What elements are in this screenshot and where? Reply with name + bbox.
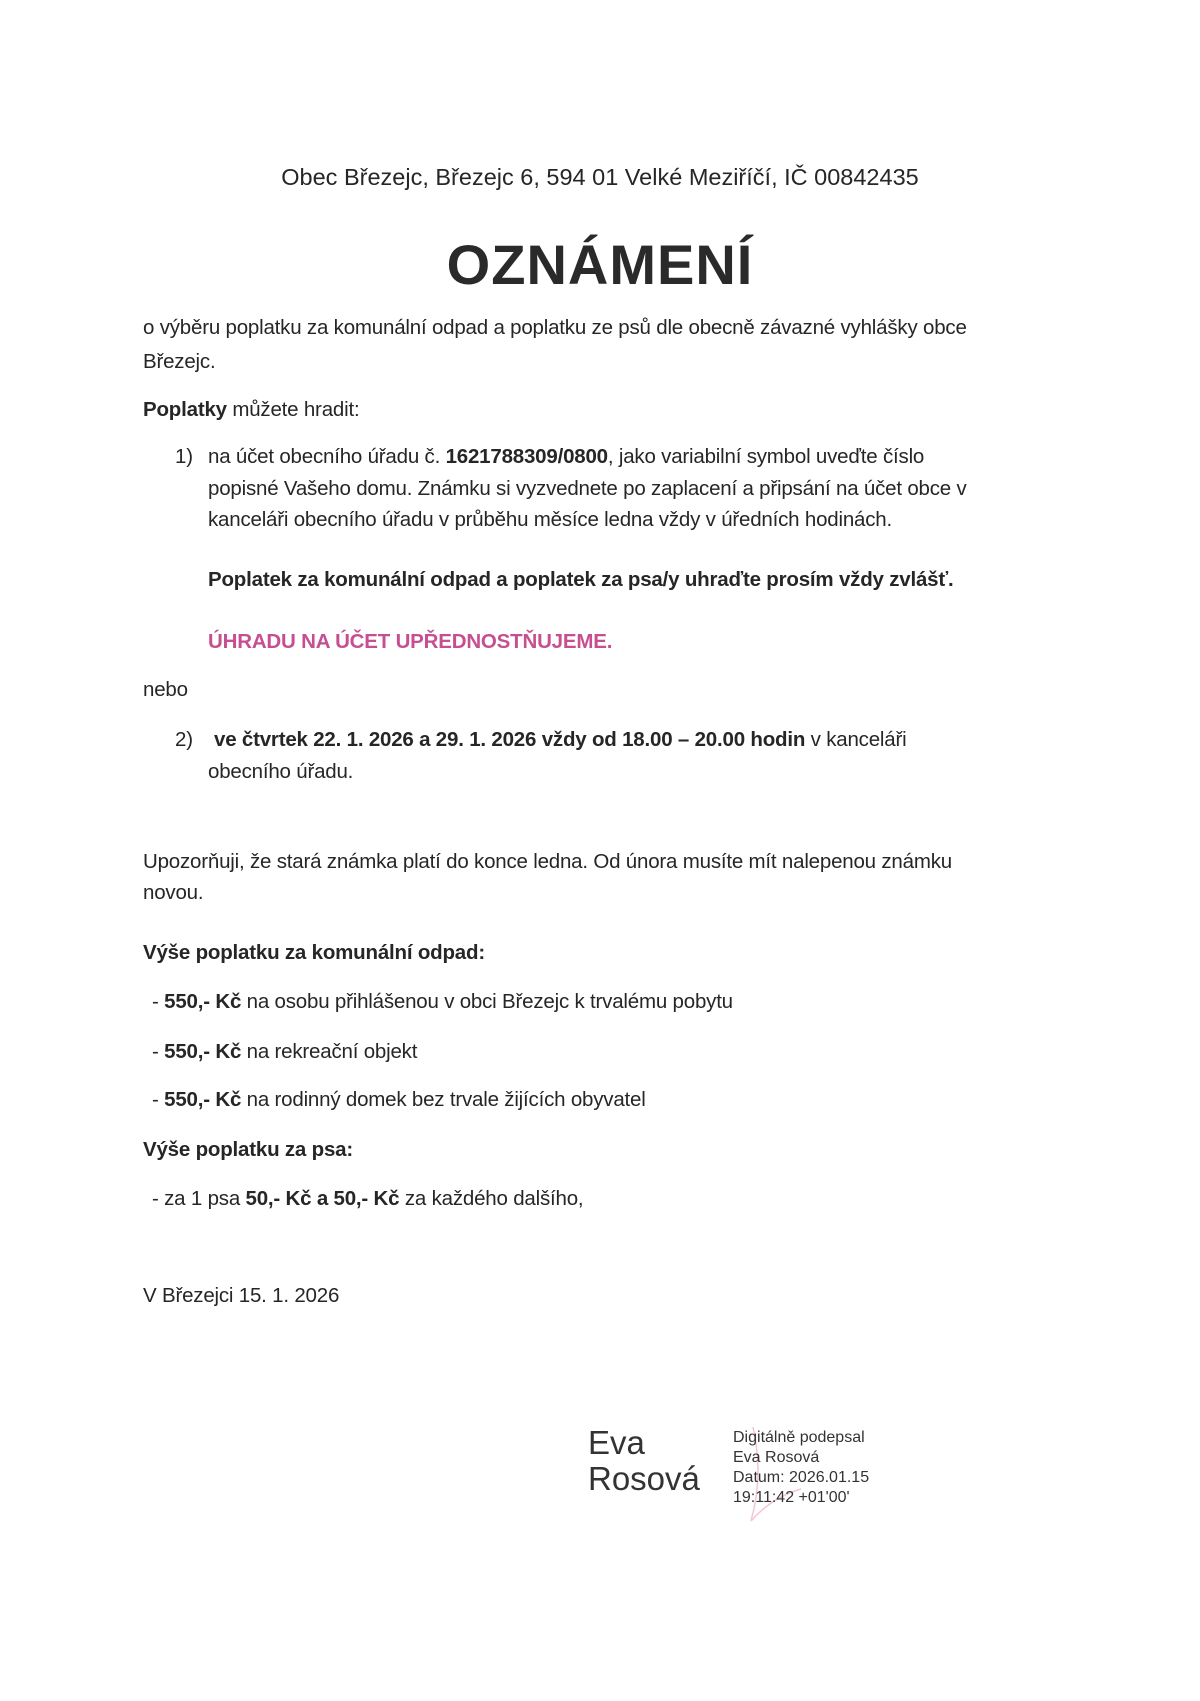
- signature-name-line-2: Rosová: [588, 1460, 700, 1497]
- fee-amount: 550,- Kč: [164, 990, 242, 1013]
- option-1-line-3: kanceláři obecního úřadu v průběhu měsíce ledna vždy v úředních hodinách.: [208, 508, 892, 531]
- signature-meta: [733, 1428, 869, 1508]
- place-date: V Březejci 15. 1. 2026: [143, 1284, 340, 1307]
- payment-intro: [143, 398, 359, 422]
- option-2-line-1: [214, 728, 906, 752]
- office-hours-dates: ve čtvrtek 22. 1. 2026 a 29. 1. 2026 vždy od 18.00 – 20.00 hodin: [214, 728, 806, 751]
- waste-fees-heading: Výše poplatku za komunální odpad:: [143, 941, 485, 964]
- separate-payment-note: Poplatek za komunální odpad a poplatek za psa/y uhraďte prosím vždy zvlášť.: [208, 568, 954, 591]
- intro-line-1: o výběru poplatku za komunální odpad a poplatku ze psů dle obecně závazné vyhlášky obce: [143, 316, 967, 339]
- option-2-text: v kanceláři: [805, 728, 907, 751]
- list-dash: -: [152, 990, 165, 1013]
- fee-amount: 550,- Kč: [164, 1040, 242, 1063]
- waste-fee-item: [152, 990, 733, 1014]
- option-2-number: 2): [175, 728, 193, 751]
- dog-fee-item: [152, 1187, 583, 1211]
- dog-fees-heading: Výše poplatku za psa:: [143, 1138, 353, 1161]
- list-dash: -: [152, 1040, 165, 1063]
- intro-line-2: Březejc.: [143, 350, 216, 373]
- signature-name-line-1: Eva: [588, 1424, 645, 1461]
- option-1-number: 1): [175, 445, 193, 468]
- waste-fee-item: [152, 1040, 417, 1064]
- signature-meta-line: Eva Rosová: [733, 1449, 820, 1466]
- signature-meta-line: Digitálně podepsal: [733, 1429, 865, 1446]
- dog-fee-amount: 50,- Kč a 50,- Kč: [245, 1187, 400, 1210]
- fee-description: na rodinný domek bez trvale žijících obyvatel: [241, 1088, 646, 1111]
- warning-line-2: novou.: [143, 881, 204, 904]
- warning-line-1: Upozorňuji, že stará známka platí do konce ledna. Od února musíte mít nalepenou známku: [143, 850, 952, 873]
- dog-fee-pre: - za 1 psa: [152, 1187, 246, 1210]
- fee-description: na osobu přihlášenou v obci Březejc k trvalému pobytu: [241, 990, 733, 1013]
- list-dash: -: [152, 1088, 165, 1111]
- option-1-text-post: , jako variabilní symbol uveďte číslo: [607, 445, 925, 468]
- fee-amount: 550,- Kč: [164, 1088, 242, 1111]
- option-1-text: na účet obecního úřadu č.: [208, 445, 446, 468]
- preferred-payment-note: ÚHRADU NA ÚČET UPŘEDNOSTŇUJEME.: [208, 630, 613, 653]
- payment-intro-bold: Poplatky: [143, 398, 227, 421]
- waste-fee-item: [152, 1088, 646, 1112]
- option-2-line-2: obecního úřadu.: [208, 760, 354, 783]
- or-label: nebo: [143, 678, 188, 701]
- document-title: OZNÁMENÍ: [446, 233, 754, 296]
- option-1-line-1: [208, 445, 924, 469]
- payment-intro-rest: můžete hradit:: [226, 398, 360, 421]
- option-1-line-2: popisné Vašeho domu. Známku si vyzvednete po zaplacení a připsání na účet obce v: [208, 477, 967, 500]
- fee-description: na rekreační objekt: [241, 1040, 418, 1063]
- signature-meta-line: 19:11:42 +01'00': [733, 1489, 850, 1506]
- signature-meta-line: Datum: 2026.01.15: [733, 1469, 870, 1486]
- dog-fee-post: za každého dalšího,: [399, 1187, 584, 1210]
- municipality-header: Obec Březejc, Březejc 6, 594 01 Velké Meziříčí, IČ 00842435: [281, 164, 919, 190]
- bank-account-number: 1621788309/0800: [445, 445, 608, 468]
